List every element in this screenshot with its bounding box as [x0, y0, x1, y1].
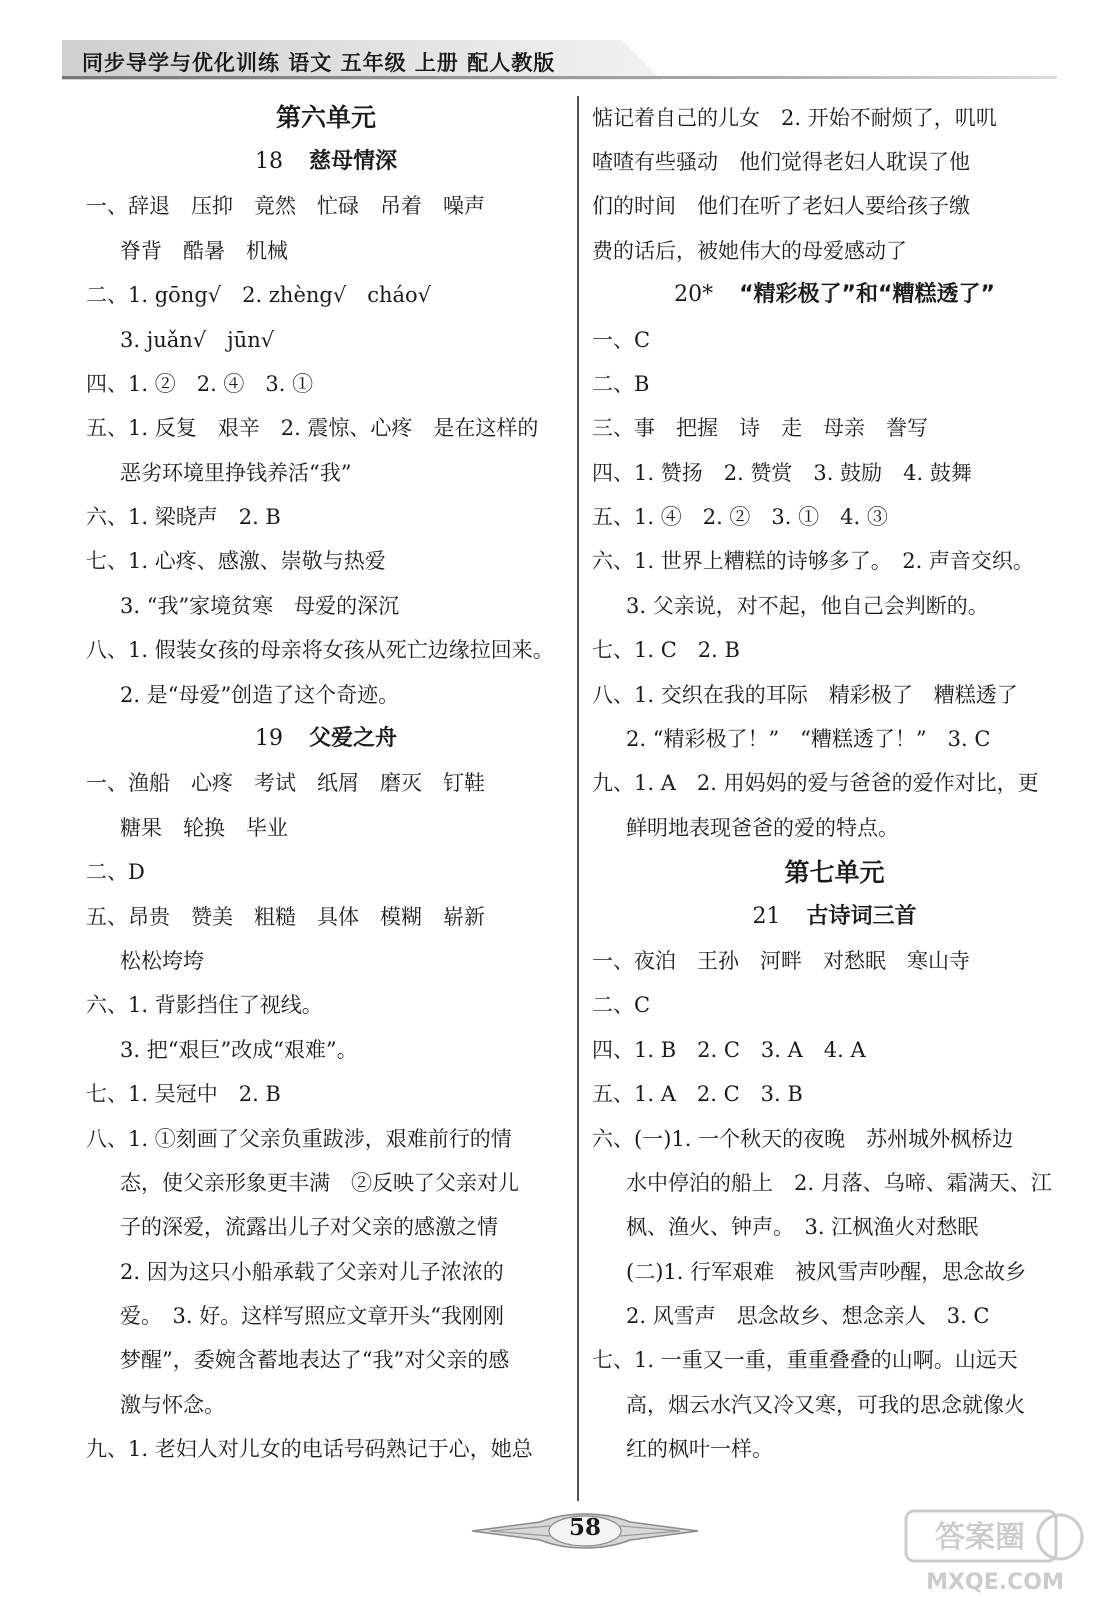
answer-line: 3. “我”家境贫寒 母爱的深沉 [120, 593, 400, 618]
answer-line: 六、(一)1. 一个秋天的夜晚 苏州城外枫桥边 [592, 1126, 1014, 1151]
answer-line: 3. juǎn√ jūn√ [120, 327, 275, 352]
answer-line: 九、1. 老妇人对儿女的电话号码熟记于心，她总 [86, 1437, 533, 1462]
answer-line: 一、夜泊 王孙 河畔 对愁眠 寒山寺 [592, 948, 970, 973]
answer-line: 五、1. 反复 艰辛 2. 震惊、心疼 是在这样的 [86, 416, 539, 441]
answer-line: 脊背 酷暑 机械 [120, 238, 288, 263]
lesson-number: 21 [752, 903, 781, 929]
unit-title: 第七单元 [784, 857, 885, 887]
answer-line: 松松垮垮 [120, 948, 204, 973]
answer-line: 八、1. 假装女孩的母亲将女孩从死亡边缘拉回来。 [86, 638, 554, 663]
answer-line: 高，烟云水汽又冷又寒，可我的思念就像火 [626, 1392, 1025, 1417]
answer-line: 三、事 把握 诗 走 母亲 誊写 [592, 416, 928, 441]
answer-line: 六、1. 世界上糟糕的诗够多了。 2. 声音交织。 [592, 549, 1034, 574]
answer-line: 枫、渔火、钟声。 3. 江枫渔火对愁眠 [626, 1215, 979, 1240]
lesson-number: 18 [254, 149, 283, 175]
answer-line: 2. 因为这只小船承载了父亲对儿子浓浓的 [120, 1259, 504, 1284]
answer-line: 2. 是“母爱”创造了这个奇迹。 [120, 682, 400, 707]
answer-line: 2. “精彩极了！” “糟糕透了！” 3. C [626, 727, 991, 752]
answer-line: 一、渔船 心疼 考试 纸屑 磨灭 钉鞋 [86, 771, 485, 796]
answer-line: 五、1. ④ 2. ② 3. ① 4. ③ [592, 505, 888, 530]
answer-line: 鲜明地表现爸爸的爱的特点。 [626, 815, 899, 840]
answer-line: 3. 把“艰巨”改成“艰难”。 [120, 1037, 358, 1062]
answer-line: 一、C [592, 327, 651, 352]
answer-line: 二、D [86, 860, 145, 885]
answer-line: 红的枫叶一样。 [626, 1437, 773, 1462]
answer-line: 们的时间 他们在听了老妇人要给孩子缴 [592, 194, 970, 219]
unit-title: 第六单元 [275, 102, 376, 132]
answer-line: 四、1. 赞扬 2. 赞赏 3. 鼓励 4. 鼓舞 [592, 460, 972, 485]
answer-line: 六、1. 背影挡住了视线。 [86, 993, 323, 1018]
page-footer [470, 1500, 700, 1562]
lesson-number: 20* [674, 282, 714, 308]
answer-line: 子的深爱，流露出儿子对父亲的感激之情 [120, 1215, 498, 1240]
lesson-name: 古诗词三首 [806, 903, 917, 929]
lesson-number: 19 [254, 726, 283, 752]
answer-line: 七、1. 心疼、感激、崇敬与热爱 [86, 549, 386, 574]
watermark-logo [900, 1505, 1090, 1597]
answer-line: 爱。 3. 好。这样写照应文章开头“我刚刚 [120, 1304, 504, 1329]
lesson-title [86, 717, 566, 761]
answer-line: 四、1. B 2. C 3. A 4. A [592, 1037, 866, 1062]
answer-line: 二、1. gōng√ 2. zhèng√ cháo√ [86, 283, 432, 308]
page-header [62, 40, 1062, 86]
answer-line: 糖果 轮换 毕业 [120, 815, 288, 840]
answer-line: 费的话后，被她伟大的母爱感动了 [592, 238, 907, 263]
answer-line: 九、1. A 2. 用妈妈的爱与爸爸的爱作对比，更 [592, 771, 1039, 796]
lesson-name: “精彩极了”和“糟糕透了” [739, 282, 995, 308]
page-number: 58 [568, 1514, 601, 1541]
answer-line: 喳喳有些骚动 他们觉得老妇人耽误了他 [592, 149, 970, 174]
lesson-name: 慈母情深 [308, 149, 397, 175]
answer-line: 3. 父亲说，对不起，他自己会判断的。 [626, 593, 989, 618]
answer-line: (二)1. 行军艰难 被风雪声吵醒，思念故乡 [626, 1259, 1027, 1284]
answer-line: 2. 风雪声 思念故乡、想念亲人 3. C [626, 1304, 990, 1329]
answer-line: 二、B [592, 371, 650, 396]
lesson-title [592, 274, 1077, 318]
left-column [86, 96, 566, 1472]
answer-line: 激与怀念。 [120, 1392, 225, 1417]
answer-line: 态，使父亲形象更丰满 ②反映了父亲对儿 [120, 1170, 519, 1195]
lesson-title [592, 895, 1077, 939]
answer-line: 七、1. C 2. B [592, 638, 740, 663]
right-column [592, 96, 1077, 1472]
watermark-bottom-text: MXQE.COM [926, 1570, 1064, 1595]
column-divider [577, 96, 579, 1501]
answer-line: 水中停泊的船上 2. 月落、乌啼、霜满天、江 [626, 1170, 1052, 1195]
watermark-icon [900, 1505, 1090, 1597]
answer-line: 五、1. A 2. C 3. B [592, 1082, 803, 1107]
answer-line: 二、C [592, 993, 651, 1018]
answer-line: 八、1. 交织在我的耳际 精彩极了 糟糕透了 [592, 682, 1018, 707]
answer-line: 恶劣环境里挣钱养活“我” [120, 460, 352, 485]
answer-line: 七、1. 吴冠中 2. B [86, 1082, 281, 1107]
header-rule [62, 76, 1057, 79]
answer-line: 惦记着自己的儿女 2. 开始不耐烦了，叽叽 [592, 105, 997, 130]
answer-line: 四、1. ② 2. ④ 3. ① [86, 371, 314, 396]
header-title: 同步导学与优化训练 语文 五年级 上册 配人教版 [82, 51, 556, 75]
lesson-name: 父爱之舟 [308, 726, 397, 752]
answer-line: 一、辞退 压抑 竟然 忙碌 吊着 噪声 [86, 194, 485, 219]
answer-line: 六、1. 梁晓声 2. B [86, 505, 281, 530]
answer-line: 八、1. ①刻画了父亲负重跋涉，艰难前行的情 [86, 1126, 512, 1151]
lesson-title [86, 140, 566, 184]
answer-line: 七、1. 一重又一重，重重叠叠的山啊。山远天 [592, 1348, 1018, 1373]
answer-line: 梦醒”，委婉含蓄地表达了“我”对父亲的感 [120, 1348, 510, 1373]
watermark-top-text: 答案圈 [935, 1520, 1025, 1555]
answer-line: 五、昂贵 赞美 粗糙 具体 模糊 崭新 [86, 904, 485, 929]
